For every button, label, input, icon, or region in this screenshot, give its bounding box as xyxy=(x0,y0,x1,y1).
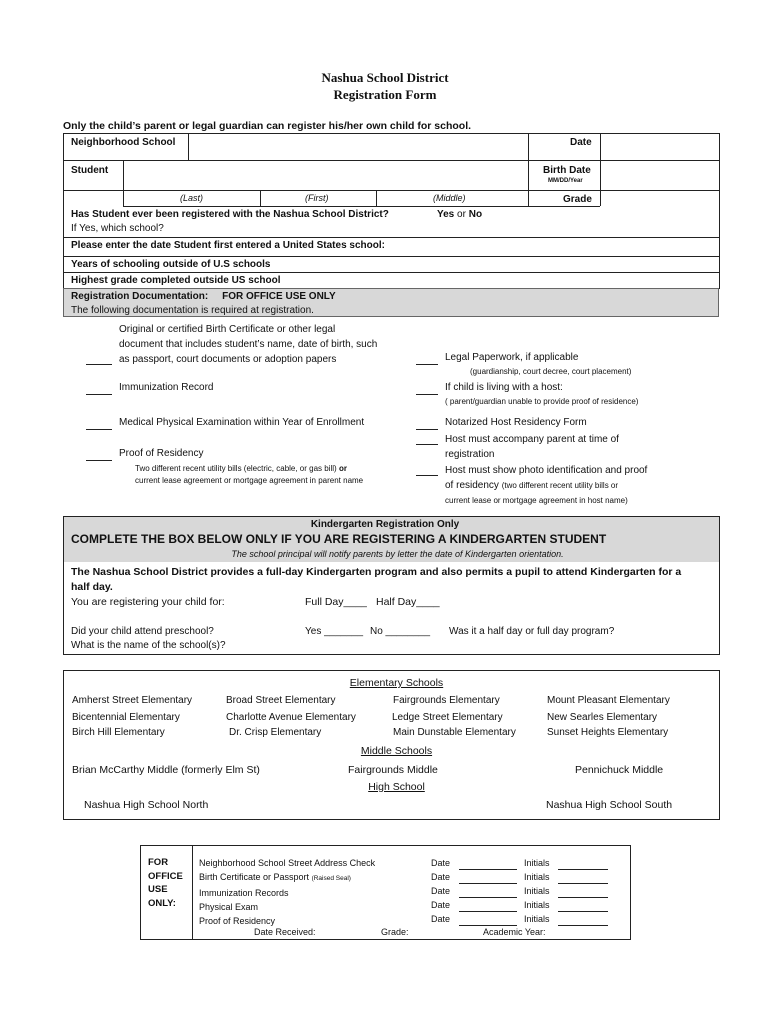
residency-item: Proof of Residency xyxy=(119,448,204,459)
host-accompany-item: Host must accompany parent at time of registration xyxy=(445,434,619,460)
no-option[interactable]: No xyxy=(468,209,483,220)
registration-docs-title: Registration Documentation: FOR OFFICE USE ONLY xyxy=(71,291,336,302)
us-school-date-label: Please enter the date Student first entered a United States school: xyxy=(71,240,385,251)
elementary-heading: Elementary Schools xyxy=(349,677,444,689)
host-living-check[interactable] xyxy=(416,382,438,395)
school-item: Fairgrounds Middle xyxy=(348,764,438,776)
notarized-item: Notarized Host Residency Form xyxy=(445,417,587,428)
host-living-item: If child is living with a host: xyxy=(445,382,563,393)
full-day-option[interactable]: Full Day____ xyxy=(305,596,367,608)
school-item: New Searles Elementary xyxy=(547,712,658,723)
preschool-name-question: What is the name of the school(s)? xyxy=(71,640,226,651)
student-label: Student xyxy=(71,165,109,176)
kindergarten-program: The Nashua School District provides a full-day Kindergarten program and also permits a pupil to attend Kindergarten for a half day. xyxy=(71,566,682,593)
birth-date-format: MM/DD/Year xyxy=(548,178,583,184)
school-item: Nashua High School North xyxy=(84,799,209,811)
half-day-option[interactable]: Half Day____ xyxy=(376,596,440,608)
office-date-column: Date Date Date Date Date xyxy=(431,856,517,926)
physical-exam-check[interactable] xyxy=(86,417,112,430)
middle-name-caption: (Middle) xyxy=(433,193,466,203)
office-check-item: Neighborhood School Street Address Check xyxy=(199,858,376,868)
birth-date-label: Birth Date xyxy=(543,165,591,176)
program-type-question: Was it a half day or full day program? xyxy=(449,626,615,637)
date-received-label: Date Received: xyxy=(254,927,316,937)
residency-check[interactable] xyxy=(86,448,112,461)
school-item: Sunset Heights Elementary xyxy=(547,727,669,738)
legal-paperwork-note: (guardianship, court decree, court placement) xyxy=(470,367,632,376)
intro-text: Only the child’s parent or legal guardian can register his/her own child for school. xyxy=(63,120,472,132)
office-initials-field[interactable] xyxy=(558,925,608,926)
birth-date-field[interactable] xyxy=(601,161,718,189)
school-item: Ledge Street Elementary xyxy=(392,712,503,723)
school-item: Nashua High School South xyxy=(546,799,673,811)
office-checks-list xyxy=(199,856,375,928)
registration-docs-note: The following documentation is required at registration. xyxy=(71,305,314,316)
neighborhood-school-field[interactable] xyxy=(189,134,527,159)
school-item: Dr. Crisp Elementary xyxy=(229,727,322,738)
highest-grade-label: Highest grade completed outside US school xyxy=(71,275,281,286)
grade-field[interactable] xyxy=(601,191,718,206)
registered-question: Has Student ever been registered with the Nashua School District? xyxy=(71,209,389,220)
host-photo-item: Host must show photo identification and proof of residency (two different recent utility bills or current lease or mortgage agreement in host name) xyxy=(445,465,648,505)
form-subtitle: Registration Form xyxy=(333,87,437,102)
last-name-caption: (Last) xyxy=(180,193,204,203)
kindergarten-headline: COMPLETE THE BOX BELOW ONLY IF YOU ARE REGISTERING A KINDERGARTEN STUDENT xyxy=(71,532,607,546)
host-photo-check[interactable] xyxy=(416,463,438,476)
office-check-item: Physical Exam xyxy=(199,902,259,912)
office-use-label: FOR OFFICE USE ONLY: xyxy=(148,857,183,909)
kindergarten-note: The school principal will notify parents by letter the date of Kindergarten orientation. xyxy=(231,549,564,559)
school-item: Broad Street Elementary xyxy=(226,695,336,706)
preschool-no[interactable]: No ________ xyxy=(370,626,431,637)
preschool-yes[interactable]: Yes _______ xyxy=(305,626,364,637)
school-item: Mount Pleasant Elementary xyxy=(547,695,670,706)
school-item: Charlotte Avenue Elementary xyxy=(226,712,356,723)
notarized-check[interactable] xyxy=(416,417,438,430)
high-heading: High School xyxy=(368,781,425,793)
office-date-field[interactable] xyxy=(459,925,517,926)
office-initials-column: Initials Initials Initials Initials Initials xyxy=(524,856,608,926)
physical-exam-item: Medical Physical Examination within Year of Enrollment xyxy=(119,417,365,428)
school-item: Fairgrounds Elementary xyxy=(393,695,500,706)
which-school-label: If Yes, which school? xyxy=(71,223,164,234)
school-item: Birch Hill Elementary xyxy=(72,727,165,738)
school-item: Main Dunstable Elementary xyxy=(393,727,516,738)
grade-received-label: Grade: xyxy=(381,927,409,937)
residency-note: Two different recent utility bills (electric, cable, or gas bill) or current lease agreement or mortgage agreement in parent name xyxy=(135,464,364,485)
legal-paperwork-check[interactable] xyxy=(416,352,438,365)
school-item: Bicentennial Elementary xyxy=(72,712,180,723)
host-accompany-check[interactable] xyxy=(416,432,438,445)
school-item: Brian McCarthy Middle (formerly Elm St) xyxy=(72,764,260,776)
yes-no-choice[interactable] xyxy=(437,209,482,220)
form-title: Nashua School District xyxy=(321,70,449,85)
or-text: or xyxy=(457,209,466,220)
middle-heading: Middle Schools xyxy=(360,745,433,757)
yes-option[interactable]: Yes xyxy=(437,209,455,220)
host-living-note: ( parent/guardian unable to provide proof of residence) xyxy=(445,397,639,406)
legal-paperwork-item: Legal Paperwork, if applicable xyxy=(445,352,579,363)
first-name-caption: (First) xyxy=(305,193,329,203)
birth-cert-item: Original or certified Birth Certificate or other legal document that includes student’s name, date of birth, such as passport, court documents or adoption papers xyxy=(119,324,378,365)
birth-cert-check[interactable] xyxy=(86,352,112,365)
office-check-item: Immunization Records xyxy=(199,888,289,898)
academic-year-label: Academic Year: xyxy=(483,927,546,937)
kindergarten-title: Kindergarten Registration Only xyxy=(310,519,460,530)
years-outside-label: Years of schooling outside of U.S schools xyxy=(71,259,271,270)
date-label: Date xyxy=(570,137,592,148)
preschool-question: Did your child attend preschool? xyxy=(71,626,214,637)
date-field[interactable] xyxy=(601,134,718,159)
immunization-item: Immunization Record xyxy=(119,382,214,393)
school-item: Amherst Street Elementary xyxy=(72,695,193,706)
immunization-check[interactable] xyxy=(86,382,112,395)
office-check-item: Birth Certificate or Passport (Raised Seal) xyxy=(199,872,351,882)
grade-label: Grade xyxy=(563,194,592,205)
office-check-item: Proof of Residency xyxy=(199,916,276,926)
school-item: Pennichuck Middle xyxy=(575,764,664,776)
neighborhood-school-label: Neighborhood School xyxy=(71,137,176,148)
registering-for-label: You are registering your child for: xyxy=(71,596,225,608)
